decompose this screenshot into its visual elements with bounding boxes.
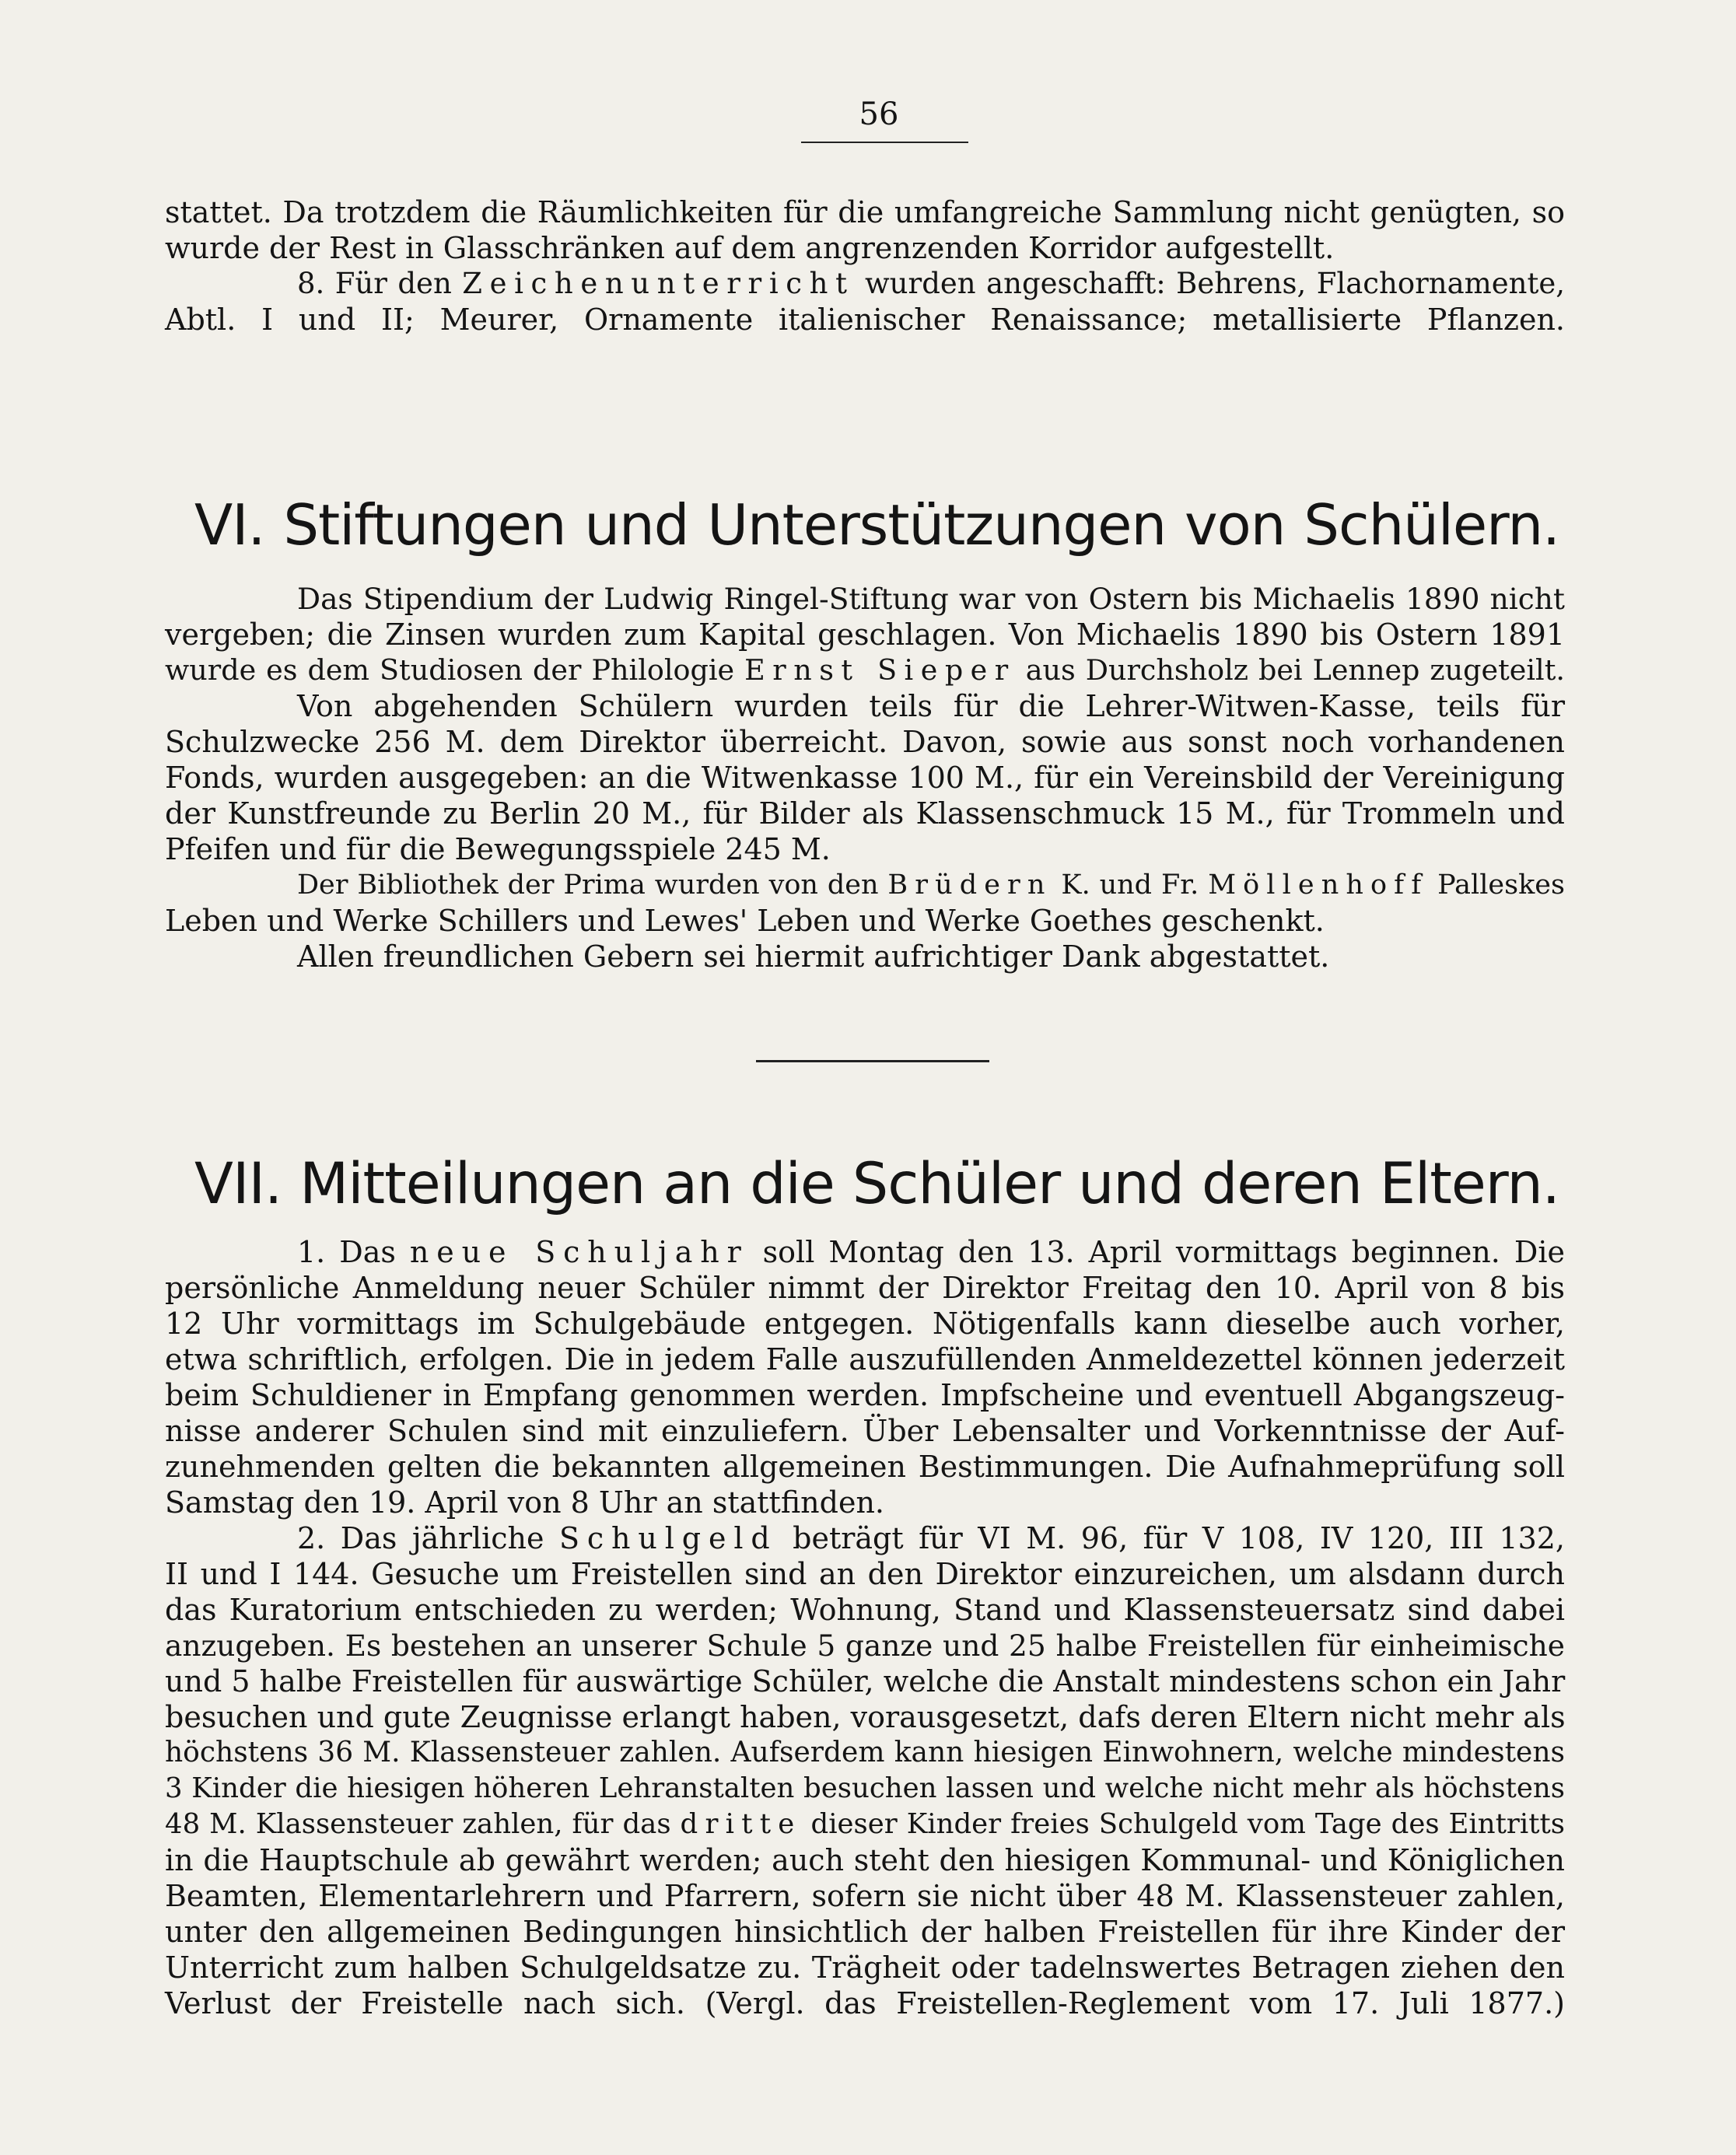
text-run: Der Bibliothek der Prima wurden von den <box>297 869 879 901</box>
text-line: beim Schuldiener in Empfang genommen werden. Impfscheine und eventuell Abgangszeug- <box>165 1378 1565 1412</box>
text-line: Fonds, wurden ausgegeben: an die Witwenkasse 100 M., für ein Vereinsbild der Vereinigung <box>165 761 1565 795</box>
text-run: dieser Kinder freies Schulgeld vom Tage des Eintritts <box>810 1808 1565 1840</box>
text-run: Palleskes <box>1437 869 1565 901</box>
text-line: unter den allgemeinen Bedingungen hinsichtlich der halben Freistellen für ihre Kinder der <box>165 1915 1565 1949</box>
spaced-emphasis: dritte <box>680 1808 802 1840</box>
text-run: 2. Das jährliche <box>297 1521 544 1555</box>
text-line: Beamten, Elementarlehrern und Pfarrern, sofern sie nicht über 48 M. Klassensteuer zahlen, <box>165 1879 1565 1913</box>
spaced-emphasis: Schulgeld <box>558 1521 778 1555</box>
text-line: etwa schriftlich, erfolgen. Die in jedem Falle auszufüllenden Anmeldezettel können jederzeit <box>165 1342 1565 1377</box>
text-line: II und I 144. Gesuche um Freistellen sind an den Direktor einzureichen, um alsdann durch <box>165 1557 1565 1591</box>
text-run: 48 M. Klassensteuer zahlen, für das <box>165 1808 671 1840</box>
text-line: Pfeifen und für die Bewegungsspiele 245 M. <box>165 832 831 866</box>
text-line: besuchen und gute Zeugnisse erlangt haben, vorausgesetzt, dafs deren Eltern nicht mehr als <box>165 1700 1566 1734</box>
text-line: Das Stipendium der Ludwig Ringel-Stiftung war von Ostern bis Michaelis 1890 nicht <box>297 582 1565 616</box>
text-run: wurden angeschafft: Behrens, Flachornamente, <box>865 267 1566 300</box>
spaced-emphasis: neue Schuljahr <box>409 1235 749 1269</box>
text-line <box>297 264 1565 303</box>
text-line: Abtl. I und II; Meurer, Ornamente italienischer Renaissance; metallisierte Pflanzen. <box>165 303 1565 337</box>
text-line: 3 Kinder die hiesigen höheren Lehranstalten besuchen lassen und welche nicht mehr als höchstens <box>165 1772 1565 1804</box>
text-line: nisse anderer Schulen sind mit einzuliefern. Über Lebensalter und Vorkenntnisse der Auf- <box>165 1414 1565 1448</box>
text-run: 1. Das <box>297 1235 396 1269</box>
text-line: und 5 halbe Freistellen für auswärtige Schüler, welche die Anstalt mindestens schon ein Jahr <box>165 1664 1566 1698</box>
text-line: Unterricht zum halben Schulgeldsatze zu. Trägheit oder tadelnswertes Betragen ziehen den <box>165 1950 1565 1985</box>
text-run: wurde es dem Studiosen der Philologie <box>165 653 735 687</box>
text-line: Verlust der Freistelle nach sich. (Vergl. das Freistellen-Reglement vom 17. Juli 1877.) <box>165 1986 1565 2020</box>
section-heading-vii: VII. Mitteilungen an die Schüler und deren Eltern. <box>194 1151 1559 1217</box>
text-line <box>165 1805 1565 1844</box>
section-heading-vi: VI. Stiftungen und Unterstützungen von Schülern. <box>194 492 1559 558</box>
section-divider-rule <box>756 1060 989 1062</box>
text-line: der Kunstfreunde zu Berlin 20 M., für Bilder als Klassenschmuck 15 M., für Trommeln und <box>165 796 1565 831</box>
text-line <box>297 1233 1565 1272</box>
text-line: anzugeben. Es bestehen an unserer Schule 5 ganze und 25 halbe Freistellen für einheimische <box>165 1628 1565 1663</box>
text-line: Leben und Werke Schillers und Lewes' Leben und Werke Goethes geschenkt. <box>165 904 1325 938</box>
spaced-emphasis: Ernst Sieper <box>744 653 1016 687</box>
text-line: zunehmenden gelten die bekannten allgemeinen Bestimmungen. Die Aufnahmeprüfung soll <box>165 1450 1565 1484</box>
text-line: höchstens 36 M. Klassensteuer zahlen. Aufserdem kann hiesigen Einwohnern, welche mindestens <box>165 1737 1565 1768</box>
text-line <box>297 866 1565 904</box>
spaced-emphasis: Zeichenunterricht <box>462 267 855 300</box>
text-line: Schulzwecke 256 M. dem Direktor überreicht. Davon, sowie aus sonst noch vorhandenen <box>165 725 1565 759</box>
text-line: Samstag den 19. April von 8 Uhr an stattfinden. <box>165 1485 885 1520</box>
text-line: Von abgehenden Schülern wurden teils für die Lehrer-Witwen-Kasse, teils für <box>297 689 1565 723</box>
spaced-emphasis: Brüdern <box>887 869 1052 901</box>
text-line: das Kuratorium entschieden zu werden; Wohnung, Stand und Klassensteuersatz sind dabei <box>165 1593 1565 1627</box>
page-number: 56 <box>859 96 899 132</box>
text-line <box>297 1519 1565 1558</box>
text-run: K. und Fr. <box>1061 869 1199 901</box>
text-line <box>165 651 1565 690</box>
text-run: beträgt für VI M. 96, für V 108, IV 120, III 132, <box>793 1521 1565 1555</box>
text-line: in die Hauptschule ab gewährt werden; auch steht den hiesigen Kommunal- und Königlichen <box>165 1843 1565 1877</box>
text-line: wurde der Rest in Glasschränken auf dem angrenzenden Korridor aufgestellt. <box>165 231 1335 265</box>
text-line: persönliche Anmeldung neuer Schüler nimmt der Direktor Freitag den 10. April von 8 bis <box>165 1271 1565 1305</box>
text-run: soll Montag den 13. April vormittags beginnen. Die <box>762 1235 1565 1269</box>
page-number-rule <box>801 142 968 143</box>
text-line: vergeben; die Zinsen wurden zum Kapital geschlagen. Von Michaelis 1890 bis Ostern 1891 <box>165 617 1565 652</box>
text-line: stattet. Da trotzdem die Räumlichkeiten für die umfangreiche Sammlung nicht genügten, so <box>165 195 1565 229</box>
text-line: Allen freundlichen Gebern sei hiermit aufrichtiger Dank abgestattet. <box>297 939 1330 974</box>
text-run: 8. Für den <box>297 267 452 300</box>
text-line: 12 Uhr vormittags im Schulgebäude entgegen. Nötigenfalls kann dieselbe auch vorher, <box>165 1307 1565 1341</box>
text-run: aus Durchsholz bei Lennep zugeteilt. <box>1025 653 1565 687</box>
spaced-emphasis: Möllenhoff <box>1208 869 1429 901</box>
